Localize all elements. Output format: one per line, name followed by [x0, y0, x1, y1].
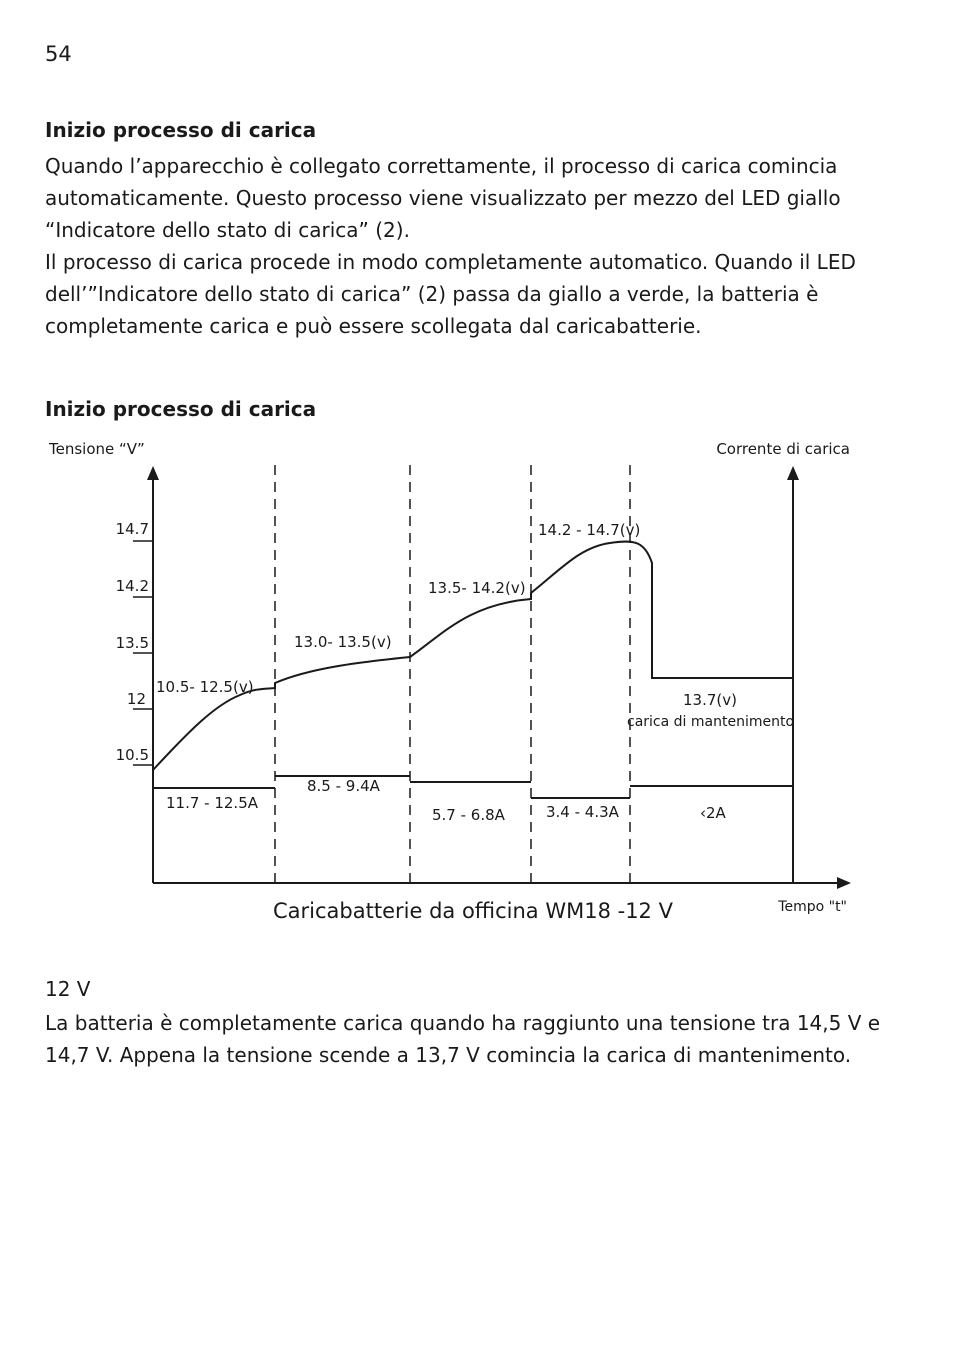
current-label-phase-5: ‹2A	[700, 804, 726, 822]
right-axis-label: Corrente di carica	[716, 440, 850, 458]
left-axis-label: Tensione “V”	[49, 440, 145, 458]
current-label-phase-2: 8.5 - 9.4A	[307, 777, 380, 795]
y-tick-label-12: 12	[126, 690, 146, 708]
y-tick-label-13-5: 13.5	[115, 634, 149, 652]
voltage-heading: 12 V	[45, 977, 91, 1001]
y-tick-label-14-7: 14.7	[115, 520, 149, 538]
charging-curve-chart	[0, 430, 954, 930]
voltage-label-phase-4: 14.2 - 14.7(v)	[538, 521, 641, 539]
maintenance-charge-label: carica di mantenimento	[627, 714, 795, 730]
voltage-label-phase-1: 10.5- 12.5(v)	[156, 678, 254, 696]
chart-caption: Caricabatterie da officina WM18 -12 V	[273, 899, 673, 923]
current-label-phase-1: 11.7 - 12.5A	[166, 794, 259, 812]
voltage-label-phase-3: 13.5- 14.2(v)	[428, 579, 526, 597]
y-tick-label-10-5: 10.5	[115, 746, 149, 764]
current-label-phase-3: 5.7 - 6.8A	[432, 806, 505, 824]
intro-text	[45, 150, 905, 342]
y-axis-left-arrow	[147, 466, 159, 480]
paragraph-1: Quando l’apparecchio è collegato correttamente, il processo di carica comincia automaticamente. Questo processo viene visualizzato per mezzo del LED giallo “Indicatore dello stato di carica” (2).	[45, 154, 841, 242]
section-heading-1: Inizio processo di carica	[45, 118, 317, 142]
section-heading-2: Inizio processo di carica	[45, 397, 317, 421]
y-axis-right-arrow	[787, 466, 799, 480]
voltage-curve	[153, 541, 793, 770]
current-label-phase-4: 3.4 - 4.3A	[546, 803, 619, 821]
page-number: 54	[45, 42, 72, 66]
voltage-label-phase-5: 13.7(v)	[683, 691, 737, 709]
y-tick-label-14-2: 14.2	[115, 577, 149, 595]
voltage-label-phase-2: 13.0- 13.5(v)	[294, 633, 392, 651]
paragraph-2: Il processo di carica procede in modo completamente automatico. Quando il LED dell’”Indicatore dello stato di carica” (2) passa da giallo a verde, la batteria è completamente carica e può essere scollegata dal caricabatterie.	[45, 250, 856, 338]
closing-text: La batteria è completamente carica quando ha raggiunto una tensione tra 14,5 V e 14,7 V. Appena la tensione scende a 13,7 V comincia la carica di mantenimento.	[45, 1011, 881, 1067]
x-axis-label: Tempo "t"	[778, 899, 847, 915]
x-axis-arrow	[837, 877, 851, 889]
